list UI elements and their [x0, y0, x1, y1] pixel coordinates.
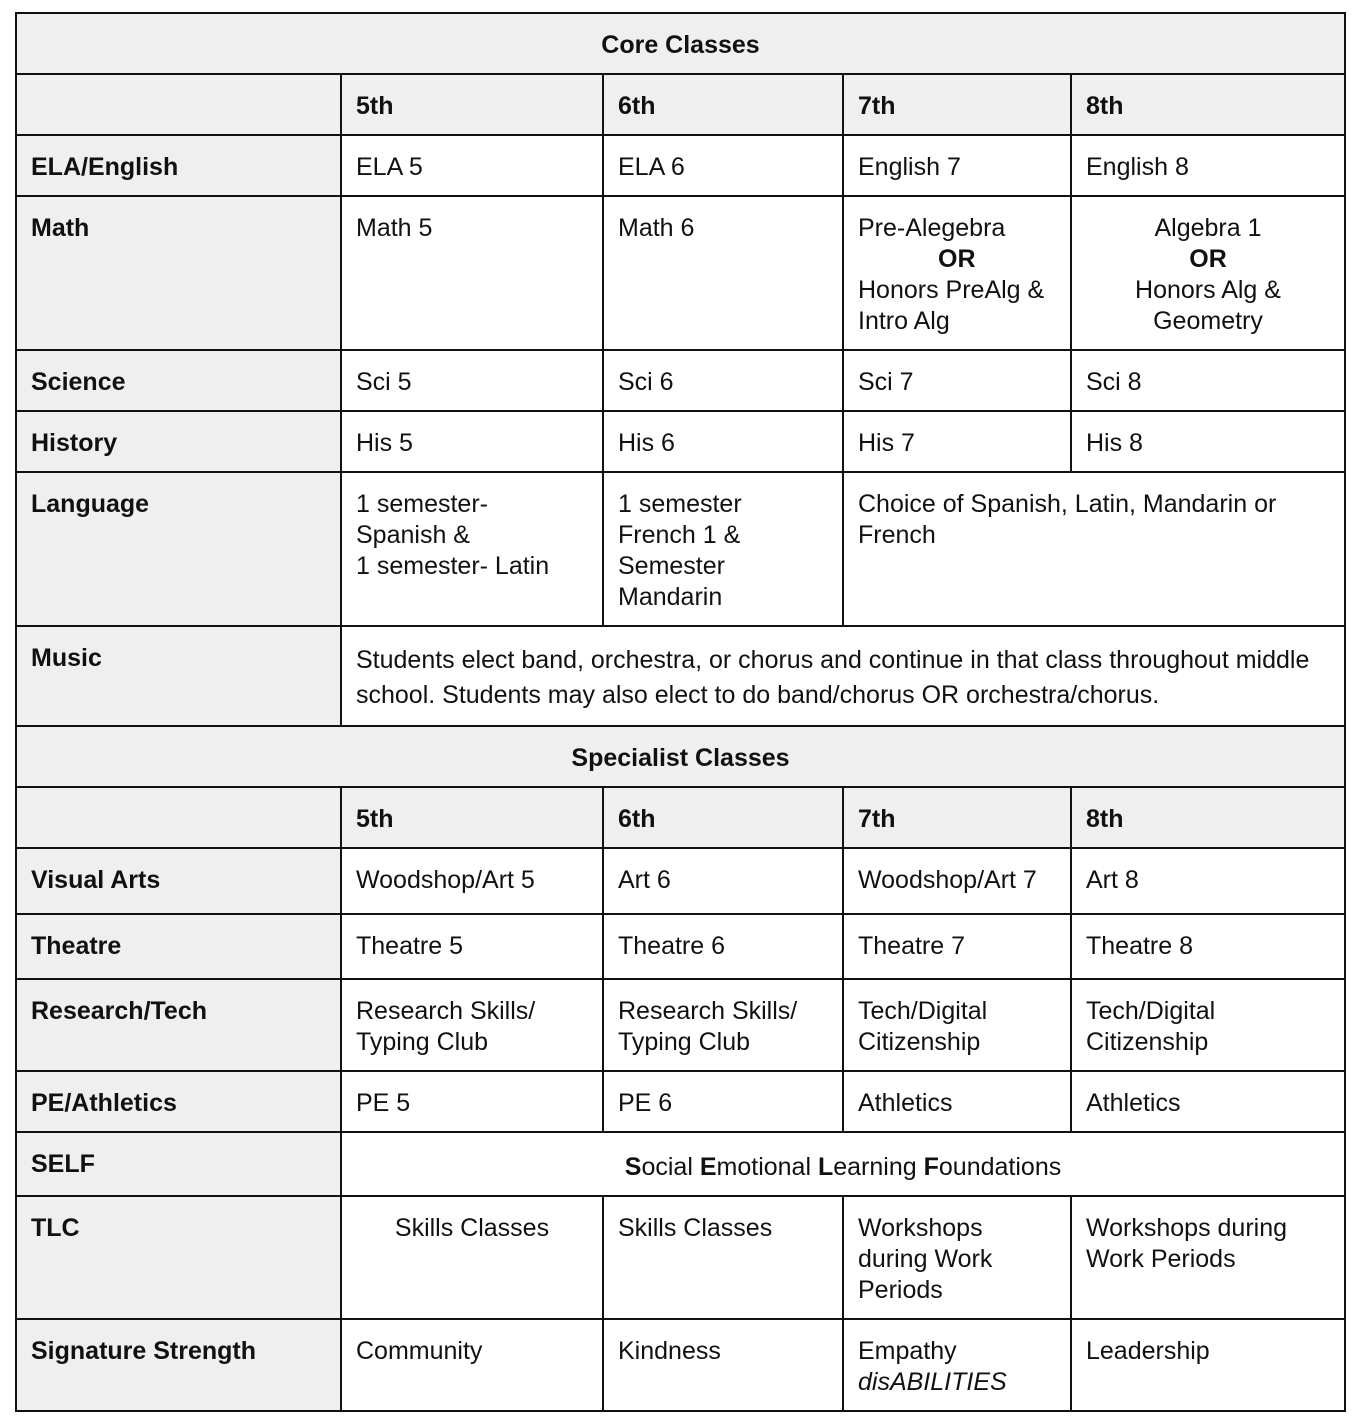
research-5th-line2: Typing Club [356, 1028, 489, 1056]
row-label-research-tech: Research/Tech [16, 979, 341, 1071]
cell-science-8th: Sci 8 [1071, 350, 1345, 411]
cell-signature-8th: Leadership [1071, 1319, 1345, 1411]
specialist-grade-header-row [16, 787, 1345, 848]
cell-visual-arts-5th: Woodshop/Art 5 [341, 848, 603, 914]
math-7th-or: OR [938, 245, 976, 273]
language-6th-line4: Mandarin [618, 583, 723, 611]
table-row-ela [16, 135, 1345, 196]
cell-pe-6th: PE 6 [603, 1071, 843, 1132]
language-5th-line1: 1 semester- [356, 490, 488, 518]
row-label-ela: ELA/English [16, 135, 341, 196]
cell-visual-arts-7th: Woodshop/Art 7 [843, 848, 1071, 914]
row-label-history: History [16, 411, 341, 472]
cell-theatre-6th: Theatre 6 [603, 914, 843, 979]
core-grade-header-row [16, 74, 1345, 135]
self-initial-l: L [817, 1153, 834, 1181]
cell-visual-arts-8th: Art 8 [1071, 848, 1345, 914]
research-7th-line1: Tech/Digital [858, 997, 988, 1025]
tlc-8th-line2: Work Periods [1086, 1245, 1236, 1273]
grade-header-7th: 7th [843, 74, 1071, 135]
cell-research-tech-6th [603, 979, 843, 1071]
cell-ela-5th: ELA 5 [341, 135, 603, 196]
cell-tlc-5th: Skills Classes [341, 1196, 603, 1319]
math-7th-honors-line1: Honors PreAlg & [858, 276, 1045, 304]
cell-math-8th [1071, 196, 1345, 350]
tlc-8th-line1: Workshops during [1086, 1214, 1288, 1242]
grade-header-5th: 5th [341, 787, 603, 848]
row-label-language: Language [16, 472, 341, 626]
table-row-visual-arts [16, 848, 1345, 914]
cell-tlc-6th: Skills Classes [603, 1196, 843, 1319]
math-8th-honors-line1: Honors Alg & [1135, 276, 1281, 304]
cell-research-tech-7th [843, 979, 1071, 1071]
cell-math-7th [843, 196, 1071, 350]
cell-signature-5th: Community [341, 1319, 603, 1411]
row-label-self: SELF [16, 1132, 341, 1196]
cell-tlc-7th [843, 1196, 1071, 1319]
cell-pe-7th: Athletics [843, 1071, 1071, 1132]
specialist-classes-title: Specialist Classes [16, 726, 1345, 787]
table-row-science [16, 350, 1345, 411]
table-row-history [16, 411, 1345, 472]
math-8th-honors-line2: Geometry [1153, 307, 1263, 335]
cell-signature-7th [843, 1319, 1071, 1411]
row-label-pe-athletics: PE/Athletics [16, 1071, 341, 1132]
math-8th-standard: Algebra 1 [1154, 214, 1262, 242]
cell-research-tech-8th [1071, 979, 1345, 1071]
self-initial-f: F [923, 1153, 939, 1181]
research-5th-line1: Research Skills/ [356, 997, 536, 1025]
cell-history-8th: His 8 [1071, 411, 1345, 472]
row-label-tlc: TLC [16, 1196, 341, 1319]
cell-visual-arts-6th: Art 6 [603, 848, 843, 914]
table-row-math [16, 196, 1345, 350]
header-blank-cell [16, 74, 341, 135]
table-row-tlc [16, 1196, 1345, 1319]
cell-language-5th [341, 472, 603, 626]
cell-research-tech-5th [341, 979, 603, 1071]
tlc-7th-line1: Workshops [858, 1214, 983, 1242]
cell-tlc-8th [1071, 1196, 1345, 1319]
cell-science-7th: Sci 7 [843, 350, 1071, 411]
self-word-rest-2: motional [716, 1153, 812, 1181]
cell-history-5th: His 5 [341, 411, 603, 472]
self-initial-s: S [624, 1153, 642, 1181]
row-label-visual-arts: Visual Arts [16, 848, 341, 914]
row-label-science: Science [16, 350, 341, 411]
grade-header-6th: 6th [603, 787, 843, 848]
table-row-pe-athletics [16, 1071, 1345, 1132]
math-7th-standard: Pre-Alegebra [858, 214, 1006, 242]
cell-theatre-8th: Theatre 8 [1071, 914, 1345, 979]
cell-science-6th: Sci 6 [603, 350, 843, 411]
math-7th-honors-line2: Intro Alg [858, 307, 950, 335]
cell-history-7th: His 7 [843, 411, 1071, 472]
research-8th-line1: Tech/Digital [1086, 997, 1216, 1025]
specialist-title-row [16, 726, 1345, 787]
cell-math-6th: Math 6 [603, 196, 843, 350]
table-row-theatre [16, 914, 1345, 979]
row-label-signature-strength: Signature Strength [16, 1319, 341, 1411]
cell-history-6th: His 6 [603, 411, 843, 472]
language-5th-line3: 1 semester- Latin [356, 552, 550, 580]
cell-theatre-5th: Theatre 5 [341, 914, 603, 979]
table-row-self [16, 1132, 1345, 1196]
cell-ela-8th: English 8 [1071, 135, 1345, 196]
table-row-language [16, 472, 1345, 626]
table-row-signature-strength [16, 1319, 1345, 1411]
tlc-7th-line2: during Work [858, 1245, 993, 1273]
cell-ela-6th: ELA 6 [603, 135, 843, 196]
cell-math-5th: Math 5 [341, 196, 603, 350]
row-label-music: Music [16, 626, 341, 726]
tlc-7th-line3: Periods [858, 1276, 943, 1304]
self-initial-e: E [699, 1153, 717, 1181]
row-label-math: Math [16, 196, 341, 350]
grade-header-6th: 6th [603, 74, 843, 135]
language-6th-line3: Semester [618, 552, 725, 580]
row-label-theatre: Theatre [16, 914, 341, 979]
table-row-music [16, 626, 1345, 726]
research-7th-line2: Citizenship [858, 1028, 981, 1056]
signature-7th-line2: disABILITIES [858, 1368, 1007, 1396]
table-row-research-tech [16, 979, 1345, 1071]
language-5th-line2: Spanish & [356, 521, 470, 549]
self-word-rest-1: ocial [641, 1153, 693, 1181]
core-classes-title: Core Classes [16, 13, 1345, 74]
grade-header-7th: 7th [843, 787, 1071, 848]
cell-language-6th [603, 472, 843, 626]
grade-header-5th: 5th [341, 74, 603, 135]
self-word-rest-3: earning [833, 1153, 917, 1181]
cell-pe-5th: PE 5 [341, 1071, 603, 1132]
cell-music-description: Students elect band, orchestra, or chorus and continue in that class throughout middle school. Students may also elect to do band/chorus OR orchestra/chorus. [341, 626, 1345, 726]
signature-7th-line1: Empathy [858, 1337, 957, 1365]
cell-science-5th: Sci 5 [341, 350, 603, 411]
cell-signature-6th: Kindness [603, 1319, 843, 1411]
cell-theatre-7th: Theatre 7 [843, 914, 1071, 979]
research-6th-line2: Typing Club [618, 1028, 751, 1056]
self-word-rest-4: oundations [938, 1153, 1062, 1181]
language-6th-line1: 1 semester [618, 490, 742, 518]
research-8th-line2: Citizenship [1086, 1028, 1209, 1056]
core-title-row [16, 13, 1345, 74]
math-8th-or: OR [1189, 245, 1227, 273]
language-6th-line2: French 1 & [618, 521, 741, 549]
cell-pe-8th: Athletics [1071, 1071, 1345, 1132]
grade-header-8th: 8th [1071, 74, 1345, 135]
course-table [15, 12, 1346, 1412]
cell-self-description [341, 1132, 1345, 1196]
cell-language-7th-8th: Choice of Spanish, Latin, Mandarin or French [843, 472, 1345, 626]
grade-header-8th: 8th [1071, 787, 1345, 848]
header-blank-cell [16, 787, 341, 848]
cell-ela-7th: English 7 [843, 135, 1071, 196]
research-6th-line1: Research Skills/ [618, 997, 798, 1025]
